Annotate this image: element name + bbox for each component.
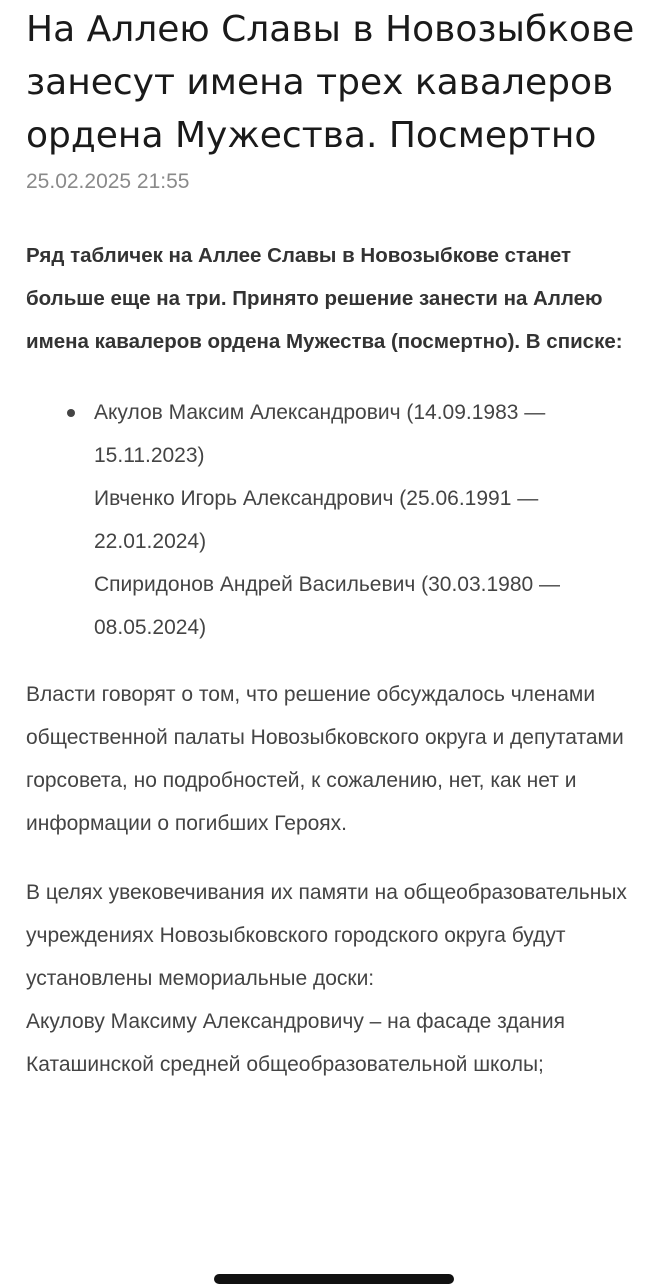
honoree-item: Акулов Максим Александрович (14.09.1983 — 15.11.2023) <box>94 401 546 467</box>
honorees-list <box>26 391 641 649</box>
article-paragraph: Власти говорят о том, что решение обсуждалось членами общественной палаты Новозыбковского округа и депутатами горсовета, но подробностей, к сожалению, нет, как нет и информации о погибших Героях. <box>26 683 624 835</box>
list-bullet-icon <box>67 409 75 417</box>
article-headline: На Аллею Славы в Новозыбкове занесут имена трех кавалеров ордена Мужества. Посмертно <box>26 9 635 156</box>
article-paragraph: В целях увековечивания их памяти на общеобразовательных учреждениях Новозыбковского городского округа будут установлены мемориальные доски: Акулову Максиму Александровичу – на фасаде здания Каташинской средней общеобразовательной школы; <box>26 881 627 1076</box>
article <box>26 0 641 1086</box>
publish-date: 25.02.2025 21:55 <box>26 170 190 193</box>
article-lead: Ряд табличек на Аллее Славы в Новозыбкове станет больше еще на три. Принято решение занести на Аллею имена кавалеров ордена Мужества (посмертно). В списке: <box>26 244 623 353</box>
home-indicator[interactable] <box>214 1274 454 1284</box>
honoree-item: Ивченко Игорь Александрович (25.06.1991 — 22.01.2024) <box>94 487 539 553</box>
honoree-item: Спиридонов Андрей Васильевич (30.03.1980 — 08.05.2024) <box>94 573 561 639</box>
